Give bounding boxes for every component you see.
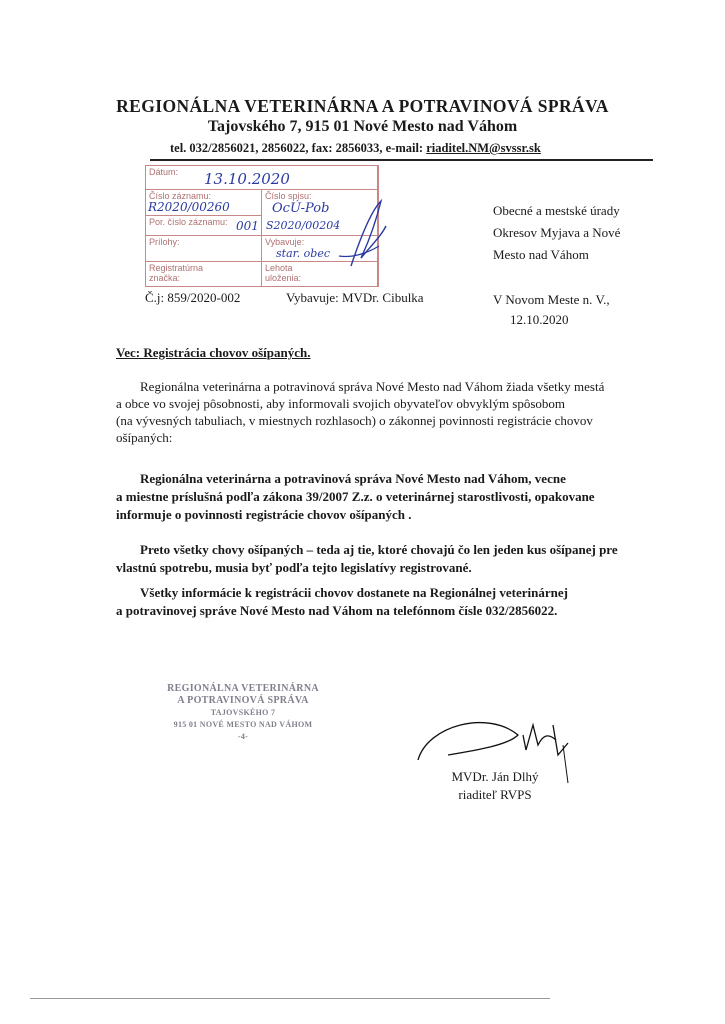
stamp-value-por-cislo: 001: [236, 219, 259, 233]
letterhead-title: REGIONÁLNA VETERINÁRNA A POTRAVINOVÁ SPRÁVA: [116, 96, 609, 116]
stamp-label-znacka: značka:: [149, 273, 181, 283]
handled-by: Vybavuje: MVDr. Cibulka: [286, 290, 424, 305]
paragraph-line: Regionálna veterinárna a potravinová správa Nové Mesto nad Váhom, vecne: [140, 471, 566, 486]
paragraph-line: (na vývesných tabuliach, v miestnych rozhlasoch) o zákonnej povinnosti registrácie chovov: [116, 413, 593, 428]
obligation-paragraph: [116, 541, 651, 577]
stamp-cell-por-cislo: [146, 216, 262, 236]
subject-line: Vec: Registrácia chovov ošípaných.: [116, 345, 311, 360]
office-stamp-line: TAJOVSKÉHO 7: [210, 708, 276, 717]
paragraph-line: a potravinovej správe Nové Mesto nad Váhom na telefónnom čísle 032/2856022.: [116, 603, 558, 618]
paragraph-line: ošípaných:: [116, 430, 173, 445]
office-stamp-line: REGIONÁLNA VETERINÁRNA: [167, 683, 319, 694]
registry-stamp: [145, 165, 379, 287]
contact-phone-fax: tel. 032/2856021, 2856022, fax: 2856033, e-mail:: [170, 141, 427, 155]
bottom-scan-line: [30, 998, 550, 999]
stamp-label-datum: Dátum:: [149, 167, 179, 177]
header-divider: [150, 159, 653, 161]
notice-paragraph: [116, 470, 651, 524]
stamp-value-cislo-spisu: OcÚ-Pob: [272, 201, 330, 216]
stamp-handwritten-initials: [331, 196, 391, 276]
stamp-value-cislo-zaznamu: R2020/00260: [148, 200, 230, 214]
stamp-cell-registraturna: [146, 262, 262, 286]
stamp-label-cislo-spisu: Číslo spisu:: [265, 191, 312, 201]
stamp-cell-prilohy: [146, 236, 262, 262]
paragraph-line: a miestne príslušná podľa zákona 39/2007 Z.z. o veterinárnej starostlivosti, opakovane: [116, 489, 595, 504]
recipient-line: Mesto nad Váhom: [493, 247, 589, 262]
letter-date: 12.10.2020: [510, 312, 569, 327]
paragraph-line: Všetky informácie k registrácii chovov dostanete na Regionálnej veterinárnej: [140, 585, 568, 600]
contact-paragraph: [116, 584, 651, 620]
paragraph-line: vlastnú spotrebu, musia byť podľa tejto legislatívy registrované.: [116, 560, 472, 575]
stamp-label-ulozenia: uloženia:: [265, 273, 302, 283]
recipient-line: Okresov Myjava a Nové: [493, 225, 621, 240]
stamp-cell-cislo-zaznamu: [146, 190, 262, 216]
office-stamp-line: A POTRAVINOVÁ SPRÁVA: [177, 695, 309, 706]
office-stamp-line: 915 01 NOVÉ MESTO NAD VÁHOM: [173, 720, 313, 729]
stamp-value-datum: 13.10.2020: [204, 170, 290, 188]
letterhead-contact: [170, 141, 541, 156]
paragraph-line: a obce vo svojej pôsobnosti, aby informovali svojich obyvateľov obvyklým spôsobom: [116, 396, 566, 411]
reference-number: Č.j: 859/2020-002: [145, 290, 241, 305]
recipient-block: [493, 200, 620, 266]
contact-email: riaditel.NM@svssr.sk: [426, 141, 541, 155]
stamp-row-date: [146, 166, 378, 190]
stamp-label-por-cislo: Por. číslo záznamu:: [149, 217, 228, 227]
signer-name: MVDr. Ján Dlhý: [451, 769, 539, 784]
stamp-label-cislo-zaznamu: Číslo záznamu:: [149, 191, 212, 201]
paragraph-line: Preto všetky chovy ošípaných – teda aj tie, ktoré chovajú čo len jeden kus ošípanej pre: [140, 542, 618, 557]
stamp-label-registraturna: Registratúrna: [149, 263, 204, 273]
stamp-label-lehota: Lehota: [265, 263, 293, 273]
office-stamp: [163, 683, 323, 743]
letterhead-address: Tajovského 7, 915 01 Nové Mesto nad Váhom: [207, 118, 518, 135]
stamp-label-prilohy: Prílohy:: [149, 237, 180, 247]
stamp-value-cislo-spisu-2: S2020/00204: [266, 219, 341, 232]
stamp-label-vybavuje: Vybavuje:: [265, 237, 305, 247]
office-stamp-line: -4-: [237, 732, 249, 741]
paragraph-line: informuje o povinnosti registrácie chovov ošípaných .: [116, 507, 412, 522]
recipient-line: Obecné a mestské úrady: [493, 203, 620, 218]
signer-title: riaditeľ RVPS: [458, 787, 532, 802]
signer-block: [440, 768, 550, 804]
place: V Novom Meste n. V.,: [493, 292, 610, 307]
stamp-value-vybavuje: star. obec: [276, 247, 331, 260]
place-date: [493, 290, 610, 330]
paragraph-line: Regionálna veterinárna a potravinová správa Nové Mesto nad Váhom žiada všetky mestá: [140, 379, 605, 394]
intro-paragraph: [116, 378, 651, 446]
